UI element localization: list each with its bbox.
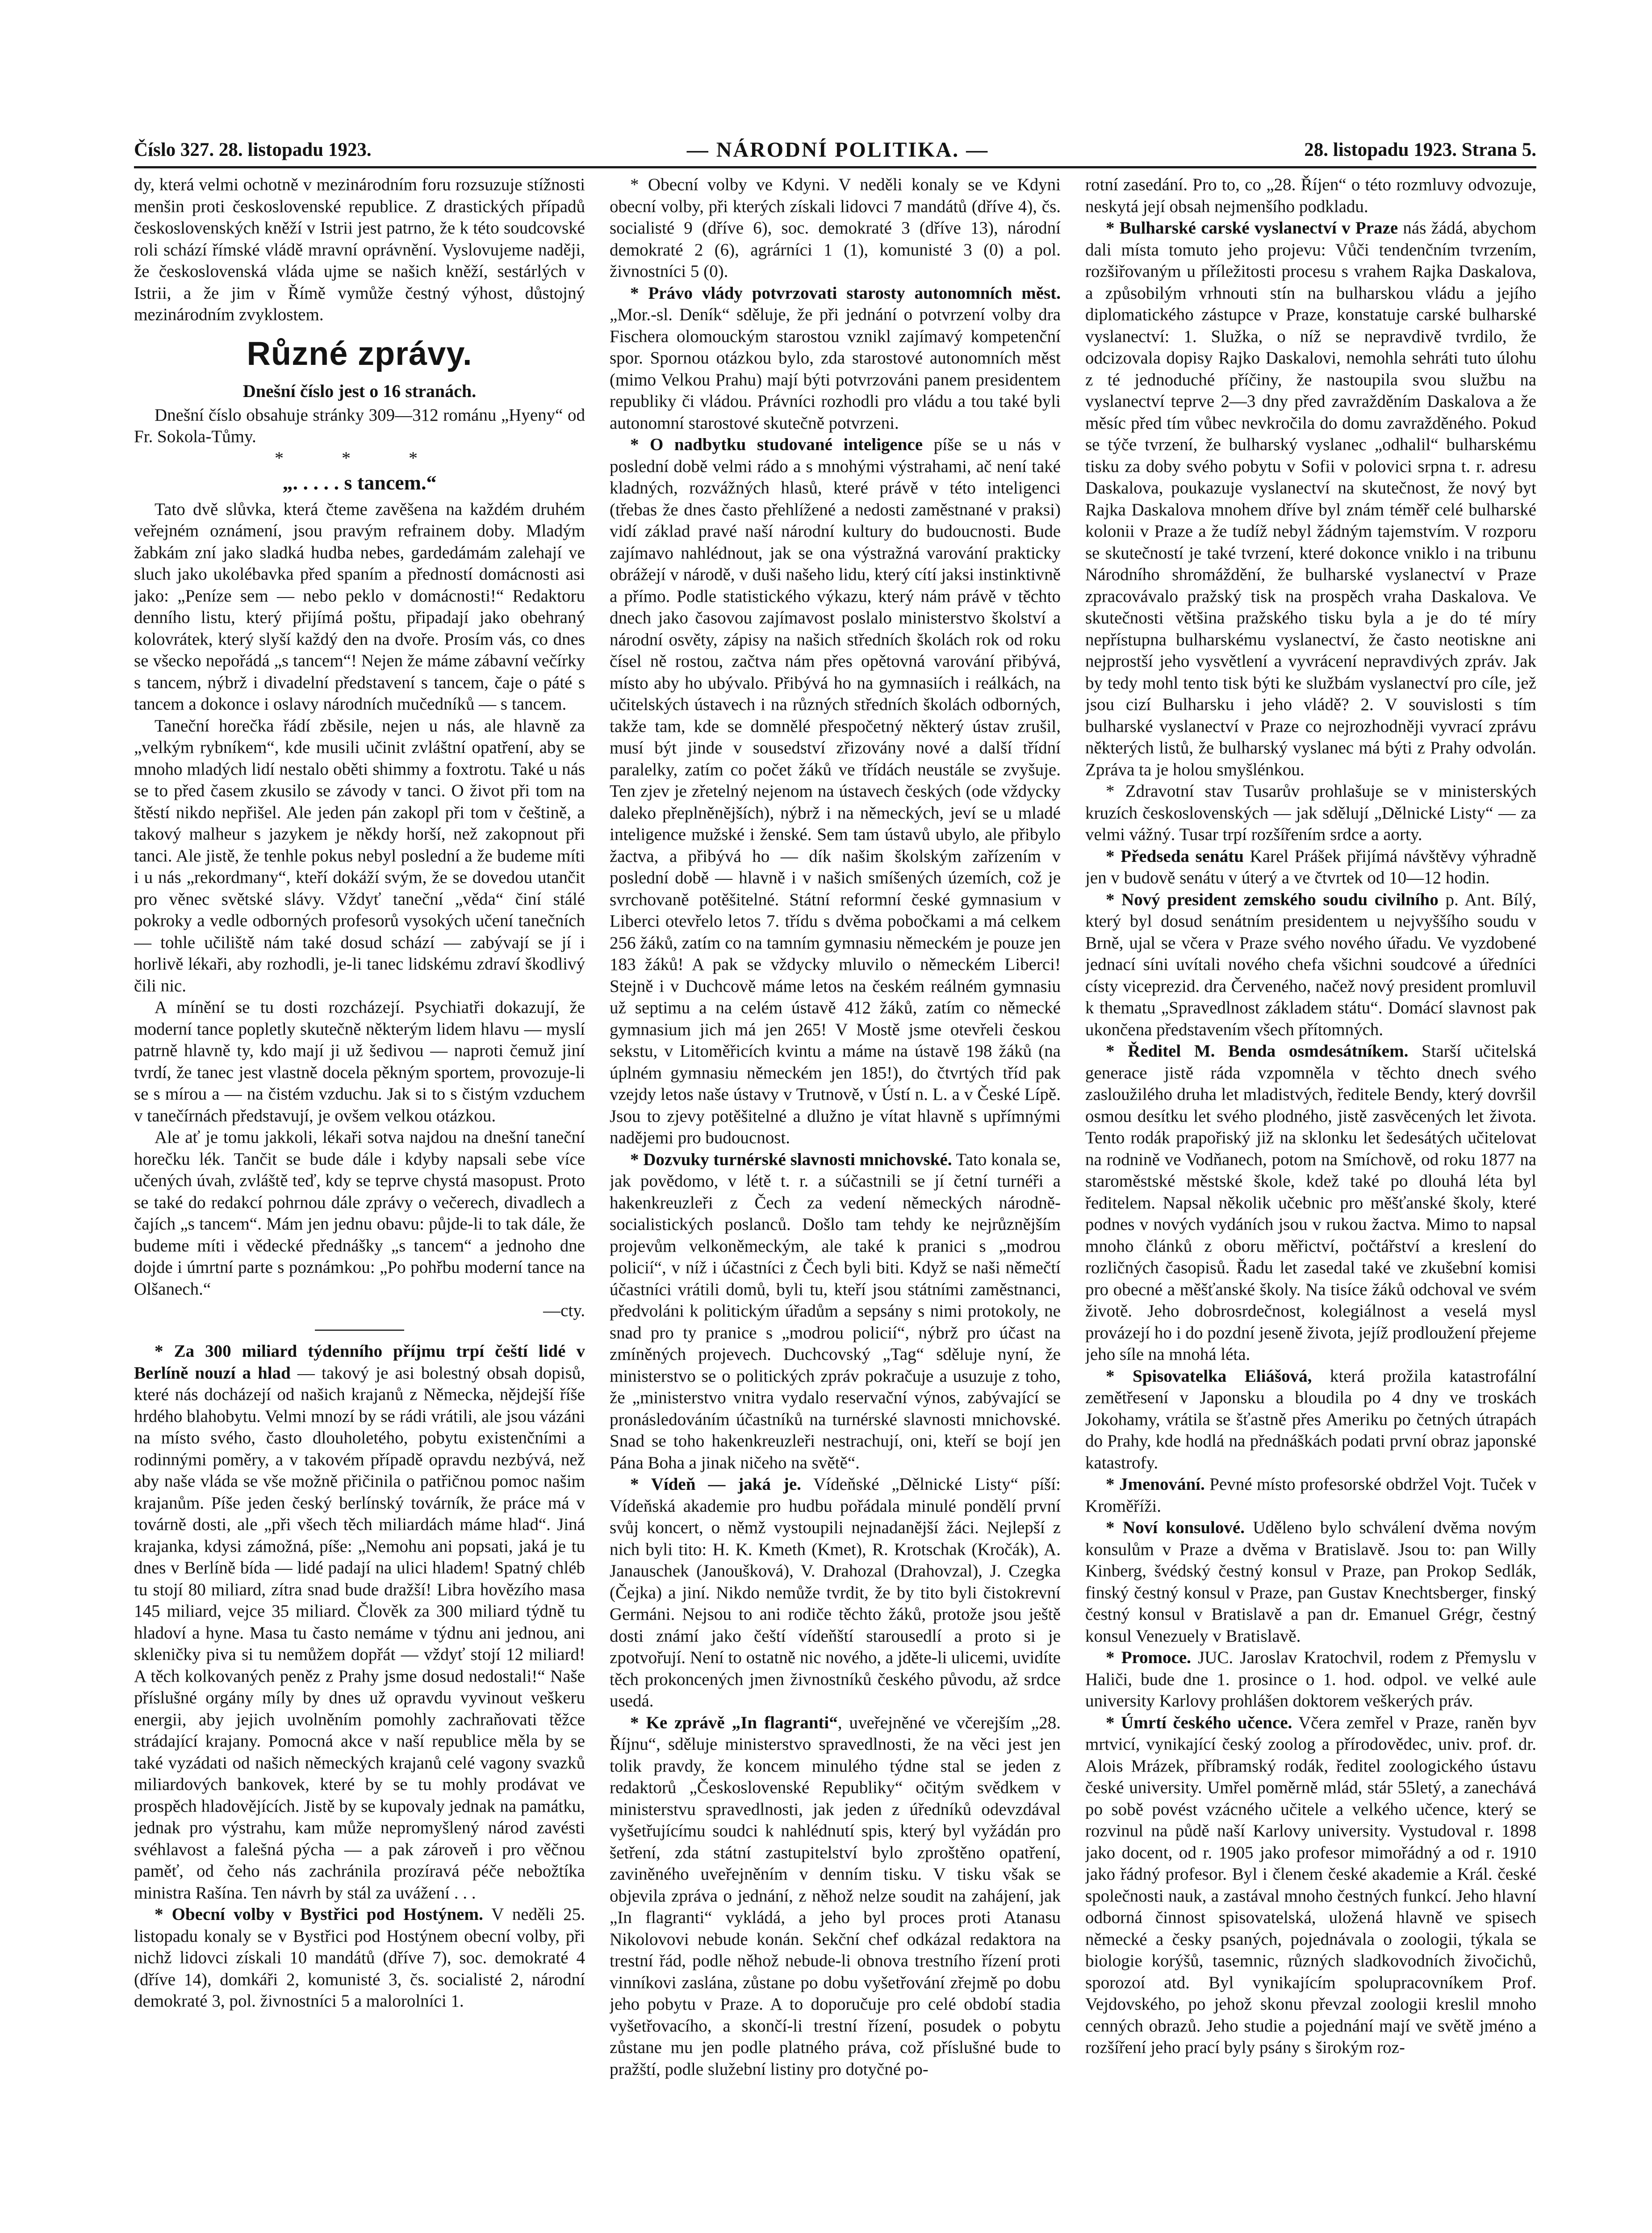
article-text: p. Ant. Bílý, který byl dosud senátním presidentem u nejvyššího soudu v Brně, ujal se včera v Praze svého nového úřadu. Ve vyzdobené jednací síni uvítali nového chefa všichni soudcové a úředníci císty viceprezid. dra Červeného, načež nový president promluvil k thematu „Spravedlnost základem státu“. Domácí slavnost pak ukončena představením všech přítomných.	[1085, 890, 1536, 1039]
article-text: * Obecní volby ve Kdyni. V neděli konaly se ve Kdyni obecní volby, při kterých získali lidovci 7 mandátů (dříve 4), čs. socialisté 9 (dříve 6), soc. demokraté 3 (dříve 13), národní demokraté 2 (6), agrárníci 1 (1), komunisté 3 (0) a pol. živnostníci 5 (0).	[610, 175, 1061, 281]
article-text: Pevné místo profesorské obdržel Vojt. Tuček v Kroměříži.	[1085, 1475, 1536, 1516]
article-continuation: dy, která velmi ochotně v mezinárodním foru rozsuzuje stížnosti menšin proti československé republice. Z drastických případů československých kněží v Istrii jest patrno, že k této soudcovské roli schází římské vládě mravní oprávnění. Vyslovujeme naději, že československá vláda ujme se našich kněží, sestárlých v Istrii, a že jim v Římě vymůže čestný výhost, důstojný mezinárodním zvyklostem.	[134, 175, 585, 324]
column-3	[1085, 174, 1536, 2233]
article-title: * Obecní volby v Bystřici pod Hostýnem.	[155, 1905, 483, 1924]
column-1	[134, 174, 585, 2233]
article-title: * Ke zprávě „In flagranti“	[630, 1713, 838, 1732]
article-text: Uděleno bylo schválení dvěma novým konsulům v Praze a dvěma v Bratislavě. Jsou to: pan Willy Kinberg, švédský čestný konsul v Praze, pan Prokop Sedlák, finský čestný konsul v Praze, pan Gustav Knechtsberger, finský čestný konsul v Bratislavě a pan dr. Emanuel Grégr, čestný konsul Venezuely v Bratislavě.	[1085, 1518, 1536, 1646]
columns	[134, 174, 1536, 2233]
article-title: * O nadbytku studované inteligence	[630, 435, 923, 454]
feuilleton-title: „. . . . . s tancem.“	[282, 471, 437, 494]
article-text: — takový je asi bolestný obsah dopisů, které nás docházejí od našich krajanů z Německa, nějdejší říše hrdého blahobytu. Velmi mnozí by se rádi vrátili, ale jsou vázáni na místo svého, často dlouholetého, pobytu existenčními a rodinnými poměry, a v takovém případě opravdu nezbývá, než aby naše vláda se vše možně přičinila o patřičnou pomoc našim krajanům. Píše jeden český berlínský továrník, že práce má v továrně dosti, ale „při všech těch miliardách máme hlad“. Jiná krajanka, kdysi zámožná, píše: „Nemohu ani popsati, jaká je tu dnes v Berlíně bída — lidé padají na ulici hladem! Spatný chléb tu stojí 80 miliard, zítra snad bude dražší! Libra hovězího masa 145 miliard, vejce 35 miliard. Člověk za 300 miliard týdně tu hladoví a hyne. Masa tu často nemáme v týdnu ani jednou, ani skleničky piva si tu nemůžem dopřát — vždyť stojí 12 miliard! A těch kolkovaných peněz z Prahy jsme dosud nedostali!“ Naše příslušné orgány míly by dnes už opravdu vyvinout veškeru energii, aby jejich uvolněním pomohly zachraňovati těžce strádající krajany. Pomocná akce v naší republice měla by se také vyzádati od našich německých krajanů celé vagony svazků miliardových bankovek, které by se tu mohly prodávat ve prospěch hladovějících. Jistě by se kupovaly jednak na památku, jednak pro výstrahu, kam může nepromyšlený národ zavésti svéhlavost a falešná pýcha — a pak zároveň i pro věčnou paměť, od čeho nás zachránila prozíravá péče nebožtíka ministra Rašína. Ten návrh by stál za uvážení . . .	[134, 1363, 585, 1903]
article-title: * Úmrtí českého učence.	[1106, 1713, 1292, 1732]
paragraph: Tato dvě slůvka, která čteme zavěšena na každém druhém veřejném oznámení, jsou pravým refrainem doby. Mladým žabkám zní jako sladká hudba nebes, gardedámám zalehají ve sluch jako ukolébavka před spaním a předností domácnosti asi jako: „Peníze sem — nebo peklo v domácnosti!“ Redaktoru denního listu, který přijímá poštu, připadají jako obehraný kolovrátek, který slyší každý den na dvoře. Prosím vás, co dnes se všecko nepořádá „s tancem“! Nejen že máme zábavní večírky s tancem, nýbrž i divadelní představení s tancem, čaje o páté s tancem a dokonce i oslavy národních mučedníků — s tancem.	[134, 499, 585, 714]
article-text: , uveřejněné ve včerejším „28. Říjnu“, sděluje ministerstvo spravedlnosti, že na věci jest jen tolik pravdy, že koncem minulého týdne stal se jeden z redaktorů „Československé Republiky“ očitým svědkem v ministerstvu spravedlnosti, jak jeden z úředníků odevzdával vyšetřujícímu soudci k nahlédnutí spis, který byl vyžádán pro šetření, zda státní zastupitelství bylo zproštěno opatření, zaviněného uveřejněním v denním tisku. V tisku však se objevila zpráva o jednání, z něhož nelze soudit na zahájení, jak „In flagranti“ vykládá, a jeho byl proces proti Atanasu Nikolovovi nebude konán. Sekční chef odkázal redaktora na trestní řád, podle něhož nebude-li obnova trestního řízení proti vinníkovi zaslána, zůstane po dobu vyšetřování zřejmě po dobu jeho pobytu v Praze. A to doporučuje pro celé období stadia vyšetřovacího, a skončí-li trestní řízení, posudek o pobytu zůstane mu jen podle platného práva, což příslušné bude to pražští, podle služební listiny pro dotyčné po-	[610, 1713, 1061, 2079]
article-text: JUC. Jaroslav Kratochvil, rodem z Přemyslu v Haliči, bude dne 1. prosince o 1. hod. odpol. ve velké aule university Karlovy prohlášen doktorem veškerých práv.	[1085, 1648, 1536, 1710]
column-2	[610, 174, 1061, 2233]
article-title: * Bulharské carské vyslanectví v Praze	[1106, 218, 1398, 238]
article-title: * Nový president zemského soudu civilního	[1106, 890, 1439, 909]
notice-text: Dnešní číslo obsahuje stránky 309—312 románu „Hyeny“ od Fr. Sokola-Tůmy.	[134, 405, 585, 446]
article-title: * Promoce.	[1106, 1648, 1191, 1667]
article-title: * Vídeň — jaká je.	[630, 1475, 801, 1494]
masthead-title: — NÁRODNÍ POLITIKA. —	[686, 138, 989, 162]
section-title: Různé zprávy.	[247, 335, 473, 372]
paragraph: A mínění se tu dosti rozcházejí. Psychiatři dokazují, že moderní tance popletly skutečně některým lidem hlavu — myslí patrně hlavně ty, kdo mají ji už šedivou — naproti čemuž jiní tvrdí, že tanec jest vlastně docela pěkným sportem, provozuje-li se s mírou a — na čistém vzduchu. Jak si to s čistým vzduchem v tanečírnách představují, je ovšem velkou otázkou.	[134, 998, 585, 1125]
article-title: * Dozvuky turnérské slavnosti mnichovské.	[630, 1150, 952, 1169]
divider	[315, 1330, 404, 1331]
article-text: píše se u nás v poslední době velmi rádo a s mnohými výstrahami, ač není také kladných, rozvážných hlasů, které právě v této inteligenci (třebas že dnes často přehlížené a nedosti zaměstnané v praksi) vidí základ pravé naší národní kultury do budoucnosti. Bude zajímavo nahlédnout, jak se ona výstražná varování prakticky obrážejí v národě, v duši našeho lidu, který cítí jaksi instinktivně a přímo. Podle statistického výkazu, který nám právě v těchto dnech jako časovou zajímavost poslalo ministerstvo školství a národní osvěty, zápisy na našich středních školách rok od roku čísel ně rostou, začtva nám přes opětovná varování přibývá, místo aby ho ubývalo. Přibývá ho na gymnasiích i reálkách, na učitelských ústavech i na různých středních školách odborných, takže tam, kde se domnělé přespočetný některý ústav zrušil, musí být jinde v sousedství zřizovány nové a další třídní paralelky, zatím co počet žáků ve třídách neustále se zvyšuje. Ten zjev je zřetelný nejenom na ústavech českých (ode vždycky daleko přeplněnějších), nýbrž i na německých, jeví se u mladé inteligence mužské i ženské. Sem tam ústavů ubylo, ale přibylo žactva, a přibývá ho — dík našim školským zařízením v poslední době — hlavně i v našich smíšených územích, což je svrchovaně potěšitelné. Státní reformní české gymnasium v Liberci otevřelo letos 7. třídu s dvěma pobočkami a má celkem 256 žáků, zatím co na tamním gymnasiu německém je pouze jen 183 žáků! A pak se vždycky mluvilo o německém Liberci! Stejně i v Duchcově máme letos na českém reálném gymnasiu už septimu a na celém ústavě 412 žáků, zatím co německé gymnasium jich má jen 265! V Mostě jsme otevřeli českou sekstu, v Litoměřicích kvintu a máme na ústavě 198 žáků (na úplném gymnasiu německém jen 185!), do čtvrtých tříd pak vzejdy letos naše ústavy v Trutnově, v Ústí n. L. a v České Lípě. Jsou to zjevy potěšitelné a dlužno je vítat hlavně s upřímnými nadějemi pro budoucnost.	[610, 435, 1061, 1147]
paragraph: Ale ať je tomu jakkoli, lékaři sotva najdou na dnešní taneční horečku lék. Tančit se bude dále i kdyby napsali sebe více učených úvah, zvláště teď, kdy se teprve chystá masopust. Proto se také do redakcí pohrnou dále zprávy o večerech, divadlech a čajích „s tancem“. Mám jen jednu obavu: půjde-li to tak dále, že budeme míti i vědecké přednášky „s tancem“ a jednoho dne dojde i úmrtní parte s poznámkou: „Po pohřbu moderní tance na Olšanech.“	[134, 1128, 585, 1299]
article-text: Tato konala se, jak povědomo, v létě t. r. a súčastnili se jí četní turnéři a hakenkreuzleři z Čech za vedení německých národně-socialistických poslanců. Došlo tam tehdy ke nejrůznějším projevům velkoněmeckým, ale také k pranici s „modrou policií“, v níž i účastníci z Čech byli biti. Když se naši němečtí účastníci vrátili domů, byli tu, kteří jsou státními zaměstnanci, předvoláni k politickým úřadům a sepsány s nimi protokoly, ne snad pro ty pranice s „modrou policií“, nýbrž pro účast na zmíněných projevech. Duchcovský „Tag“ sděluje nyní, že ministerstvo se o politických zpráv pokračuje a usuzuje z toho, že „ministerstvo vnitra vydalo reservační výnos, zabývající se pronásledováním účastníků na turnérské slavnosti mnichovské. Snad se toho hakenkreuzleři nestrachují, oni, kteří se bojí jen Pána Boha a jinak ničeho na světě“.	[610, 1150, 1061, 1472]
article-text: V neděli 25. listopadu konaly se v Bystřici pod Hostýnem obecní volby, při nichž lidovci získali 10 mandátů (dříve 7), soc. demokraté 4 (dříve 14), domkáři 2, komunisté 3, čs. socialisté 2, národní demokraté 3, pol. živnostníci 5 a malorolníci 1.	[134, 1905, 585, 2011]
article-text: * Zdravotní stav Tusarův prohlašuje se v ministerských kruzích československých — jak sdělují „Dělnické Listy“ — za velmi vážný. Tusar trpí rozšířením srdce a aorty.	[1085, 782, 1536, 844]
article-text: která prožila katastrofální zemětřesení v Japonsku a bloudila po 4 dny ve troskách Jokohamy, vrátila se šťastně přes Ameriku po četných útrapách do Prahy, kde hodlá na přednáškách podati první obraz japonské katastrofy.	[1085, 1366, 1536, 1472]
notice-title: Dnešní číslo jest o 16 stranách.	[243, 381, 477, 401]
header-rule	[134, 166, 1536, 168]
article-text: Vídeňské „Dělnické Listy“ píší: Vídeňská akademie pro hudbu pořádala minulé pondělí první svůj koncert, o němž vystoupili nejnadanější žáci. Nejlepší z nich byli tito: H. K. Kmeth (Kmet), R. Krotschak (Kročák), A. Janauschek (Janoušková), V. Drahozal (Drahovzal), J. Czegka (Čejka) a jiní. Nikdo nemůže tvrdit, že by tito byli čistokrevní Germáni. Nejsou to ani rodiče těchto žáků, protože jsou ještě dosti známí jako čeští vídeňští starousedlí a proto si je zpotvořují. Není to ostatně nic nového, a jděte-li ulicemi, uvidíte těch prokoncených jmen živnostníků českého původu, až srdce usedá.	[610, 1475, 1061, 1710]
stars-divider: * * *	[275, 447, 444, 468]
article-title: * Noví konsulové.	[1106, 1518, 1245, 1537]
article-continuation: rotní zasedání. Pro to, co „28. Říjen“ o této rozmluvy odvozuje, neskytá její obsah nejmenšího podkladu.	[1085, 175, 1536, 216]
article-text: nás žádá, abychom dali místa tomuto jeho projevu: Vůči tendenčním tvrzením, rozšiřovaným u příležitosti procesu s vrahem Rajka Daskalova, a způsobilým vrhnouti stín na bulharskou vládu a jejího diplomatického zástupce v Praze, konstatuje carské bulharské vyslanectví: 1. Služka, o níž se nepravdivě tvrdilo, že odcizovala dopisy Rajko Daskalovi, nemohla sehráti tuto úlohu z té jednoduché příčiny, že nastoupila svou službu na vyslanectví teprve 2—3 dny před zavražděním Daskalova a že měsíc před tím vůbec nevkročila do domu zavražděného. Pokud se týče tvrzení, že bulharský vyslanec „odhalil“ bulharskému tisku za doby svého pobytu v Sofii v polovici srpna t. r. adresu Daskalova, poukazuje vyslanectví na skutečnost, že nový byt Rajka Daskalova mnohem dříve byl znám téměř celé bulharské kolonii v Praze a že tudíž nebyl žádným tajemstvím. V rozporu se skutečností je také tvrzení, které dokonce vniklo i na tribunu Národního shromáždění, že bulharské vyslanectví v Praze zpracovávalo pražský tisk na prospěch vraha Daskalova. Ve skutečnosti většina pražského tisku byla a je do té míry nepřístupna bulharskému vyslanectví, že často neotiskne ani nejprostší jeho vysvětlení a vyvrácení nepravdivých zpráv. Jak by tedy mohl tento tisk býti ke službám vyslanectví pro cíle, jež jsou cizí Bulharsku i jeho vládě? 2. V souvislosti s tím bulharské vyslanectví v Praze co nejrozhodněji vyvrací zprávu některých listů, že bulharský vyslanec má býti z Prahy odvolán. Zpráva ta je holou smyšlénkou.	[1085, 218, 1536, 779]
article-title: * Předseda senátu	[1106, 846, 1244, 866]
page-header	[134, 134, 1536, 165]
article-text: Starší učitelská generace jistě ráda vzpomněla v těchto dnech svého zasloužilého druha let mladistvých, ředitele Bendy, který dovršil osmou desítku let svého plodného, jistě zasvěcených let života. Tento rodák prapořiský již na sklonku let šedesátých učitelovat na rodnině ve Vodňanech, potom na Smíchově, od roku 1877 na staroměstské městské škole, kdež také po dlouhá léta byl ředitelem. Napsal několik učebnic pro měšťanské školy, které podnes v nových vydáních jsou v rukou žactva. Mimo to napsal mnoho článků z oboru měřictví, počtářství a kreslení do rozličných časopisů. Řadu let zasedal také ve zkušební komisi pro obecné a měšťanské školy. Na tisíce žáků odchoval ve svém životě. Jeho dobrosrdečnost, kolegiálnost a veselá mysl provázejí ho i do pozdní jeseně života, jejíž prodloužení přejeme jeho síle na mnohá léta.	[1085, 1041, 1536, 1364]
article-text: Karel Prášek přijímá návštěvy výhradně jen v budově senátu v úterý a ve čtvrtek od 10—12 hodin.	[1085, 846, 1536, 887]
article-text: „Mor.-sl. Deník“ sděluje, že při jednání o potvrzení volby dra Fischera olomouckým starostou vznikl zajímavý kompetenční spor. Spornou otázkou bylo, zda starostové autonomních měst (mimo Velkou Prahu) mají býti potvrzováni panem presidentem republiky či vládou. Právníci rozhodli pro vládu a tou také byli autonomní starostové skutečně potvrzeni.	[610, 305, 1061, 433]
article-title: * Právo vlády potvrzovati starosty autonomních měst.	[630, 283, 1061, 303]
header-page-number: 28. listopadu 1923. Strana 5.	[1304, 139, 1536, 160]
article-title: * Ředitel M. Benda osmdesátníkem.	[1106, 1041, 1409, 1061]
paragraph: Taneční horečka řádí zběsile, nejen u nás, ale hlavně za „velkým rybníkem“, kde musili učinit zvláštní opatření, aby se mnoho mladých lidí nestalo oběti shimmy a foxtrotu. Také u nás se to před časem zkusilo se závody v tanci. O život při tom na štěstí nikdo nepřišel. Ale jeden pán zakopl při tom v češtině, a takový malheur s jazykem je někdy horší, než zakopnout při tanci. Ale jistě, že tenhle pokus nebyl poslední a že budeme míti i u nás „rekordmany“, kteří dokáží svým, že se dovedou utančit pro věnec světské slávy. Vždyť taneční „věda“ činí stálé pokroky a vedle odborných profesorů vysokých učení tanečních — tohle učiliště nám také dosud schází — zabývají se jí i horlivě lékaři, aby rozhodli, je-li tanec lidskému zdraví škodlivý čili nic.	[134, 716, 585, 995]
author-signature: —cty.	[543, 1301, 585, 1320]
header-issue-date: Číslo 327. 28. listopadu 1923.	[134, 139, 372, 160]
article-title: * Jmenování.	[1106, 1475, 1205, 1494]
article-title: * Za 300 miliard týdenního příjmu trpí čeští lidé v Berlíně nouzí a hlad	[134, 1342, 585, 1383]
article-text: Včera zemřel v Praze, raněn byv mrtvicí, vynikající český zoolog a přírodovědec, univ. prof. dr. Alois Mrázek, příbramský rodák, ředitel zoologického ústavu české university. Umřel poměrně mlád, stár 55letý, a zanechává po sobě povést vzácného učitele a velkého učence, který se rozvinul na půdě naší Karlovy university. Vystudoval r. 1898 jako docent, od r. 1905 jako profesor mimořádný a od r. 1910 jako řádný profesor. Byl i členem české akademie a Král. české společnosti nauk, a zastával mnoho čestných funkcí. Jeho hlavní odborná činnost spisovatelská, uložená hlavně ve spisech německé a česky psaných, pojednávala o zoologii, týkala se biologie korýšů, tasemnic, různých sladkovodních živočichů, sporozoí atd. Byl vynikajícím spolupracovníkem Prof. Vejdovského, po jehož skonu převzal zoologii kreslil mnoho cenných obrazů. Jeho studie a pojednání mají ve světě jméno a rozšíření jeho prací byly psány s širokým roz-	[1085, 1713, 1536, 2057]
article-title: * Spisovatelka Eliášová,	[1106, 1366, 1312, 1386]
